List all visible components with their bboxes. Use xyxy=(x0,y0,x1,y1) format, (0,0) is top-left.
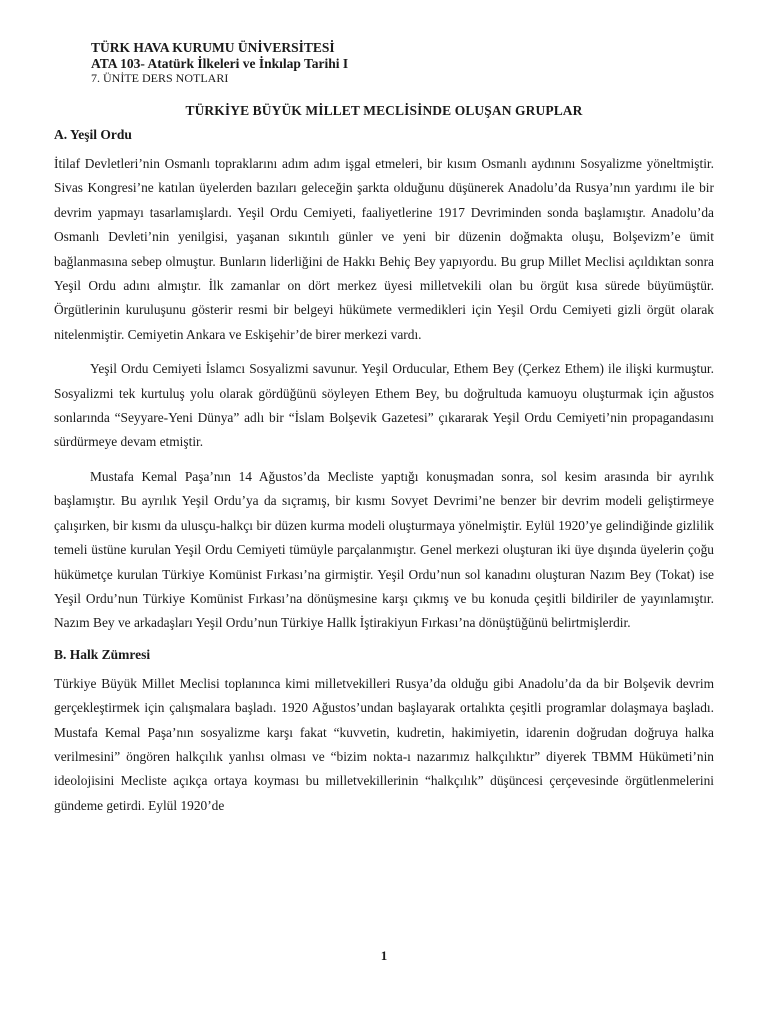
paragraph: Türkiye Büyük Millet Meclisi toplanınca kimi milletvekilleri Rusya’da olduğu gibi Anadolu’da da bir Bolşevik devrim gerçekleştirmek için çalışmalara başladı. 1920 Ağustos’undan başlayarak ortalıkta çeşitli programlar dolaşmaya başladı. Mustafa Kemal Paşa’nın sosyalizme karşı fakat “kuvvetin, kudretin, hakimiyetin, idarenin doğrudan doğruya halka verilmesini” öngören halkçılık yanlısı olması ve “bizim nokta-ı nazarımız halkçılıktır” diyerek TBMM Hükümeti’nin ideolojisini Mecliste açıkça ortaya koyması bu milletvekillerinin “halkçılık” düşüncesi çerçevesinde örgütlenmelerini gündeme getirdi. Eylül 1920’de xyxy=(54,675,714,813)
course-title: ATA 103- Atatürk İlkeleri ve İnkılap Tarihi I xyxy=(91,55,349,71)
paragraph: Mustafa Kemal Paşa’nın 14 Ağustos’da Mecliste yaptığı konuşmadan sonra, sol kesim arasında bir ayrılık başlamıştır. Bu ayrılık Yeşil Ordu’ya da sıçramış, bir kısmı Sovyet Devrimi’ne benzer bir devrim modeli geliştirmeye çalışırken, bir kısmı da ulusçu-halkçı bir düzen kurma modeli oluşturmaya yönelmiştir. Eylül 1920’ye gelindiğinde gizlilik temeli üstüne kurulan Yeşil Ordu Cemiyeti tümüyle parçalanmıştır. Genel merkezi oluşturan iki üye dışında üyelerin çoğu hükümetçe kurulan Türkiye Komünist Fırkası’na girmiştir. Yeşil Ordu’nun sol kanadını oluşturan Nazım Bey (Tokat) ise Yeşil Ordu’nun Türkiye Komünist Fırkası’na dönüşmesine karşı çıkmış ve bu konuda çeşitli bildiriler de yayınlamıştır. Nazım Bey ve arkadaşları Yeşil Ordu’nun Türkiye Hallk İştirakiyun Fırkası’na dönüştüğünü belirtmişlerdir. xyxy=(54,468,714,631)
paragraph: İtilaf Devletleri’nin Osmanlı topraklarını adım adım işgal etmeleri, bir kısım Osmanlı aydınını Sosyalizme yöneltmiştir. Sivas Kongresi’ne katılan üyelerden bazıları geleceğin şarkta olduğunu düşünerek Anadolu’da Rusya’nın yardımı ile bir devrim yapmayı tasarlamışlardı. Yeşil Ordu Cemiyeti, faaliyetlerine 1917 Devriminden sonda başlamıştır. Anadolu’da Osmanlı Devleti’nin yenilgisi, yaşanan sıkıntılı günler ve yeni bir düzenin doğmakta oluşu, Bolşevizm’e ümit bağlanmasına sebep olmuştur. Bunların liderliğini de Hakkı Behiç Bey yapıyordu. Bu grup Millet Meclisi açıldıktan sonra Yeşil Ordu adını almıştır. İlk zamanlar on dört merkez üyesi milletvekili olan bu örgüt kısa sürede büyümüştür. Örgütlerinin kuruluşunu gösterir resmi bir belgeyi hükümete vermedikleri için Yeşil Ordu Cemiyeti gizli örgüt olarak nitelenmiştir. Cemiyetin Ankara ve Eskişehir’de birer merkezi vardı. xyxy=(54,156,714,342)
section-heading: B. Halk Zümresi xyxy=(54,646,151,662)
document-body xyxy=(54,126,714,818)
paragraph: Yeşil Ordu Cemiyeti İslamcı Sosyalizmi savunur. Yeşil Orducular, Ethem Bey (Çerkez Ethem) ile ilişki kurmuştur. Sosyalizmi tek kurtuluş yolu olarak gördüğünü söyleyen Ethem Bey, bu doğrultuda kamuoyu oluşturmak için ağustos sonlarında “Seyyare-Yeni Dünya” adlı bir “İslam Bolşevik Gazetesi” çıkararak Yeşil Ordu Cemiyeti’nin propagandasını sürdürmeye devam etmiştir. xyxy=(54,361,714,450)
document-header xyxy=(91,40,691,87)
unit-label: 7. ÜNİTE DERS NOTLARI xyxy=(91,71,229,85)
section-yesil-ordu xyxy=(54,126,714,636)
document-title: TÜRKİYE BÜYÜK MİLLET MECLİSİNDE OLUŞAN GRUPLAR xyxy=(185,103,583,118)
university-name: TÜRK HAVA KURUMU ÜNİVERSİTESİ xyxy=(91,40,335,55)
section-heading: A. Yeşil Ordu xyxy=(54,127,132,142)
page-number: 1 xyxy=(380,948,388,963)
section-halk-zumresi xyxy=(54,646,714,818)
